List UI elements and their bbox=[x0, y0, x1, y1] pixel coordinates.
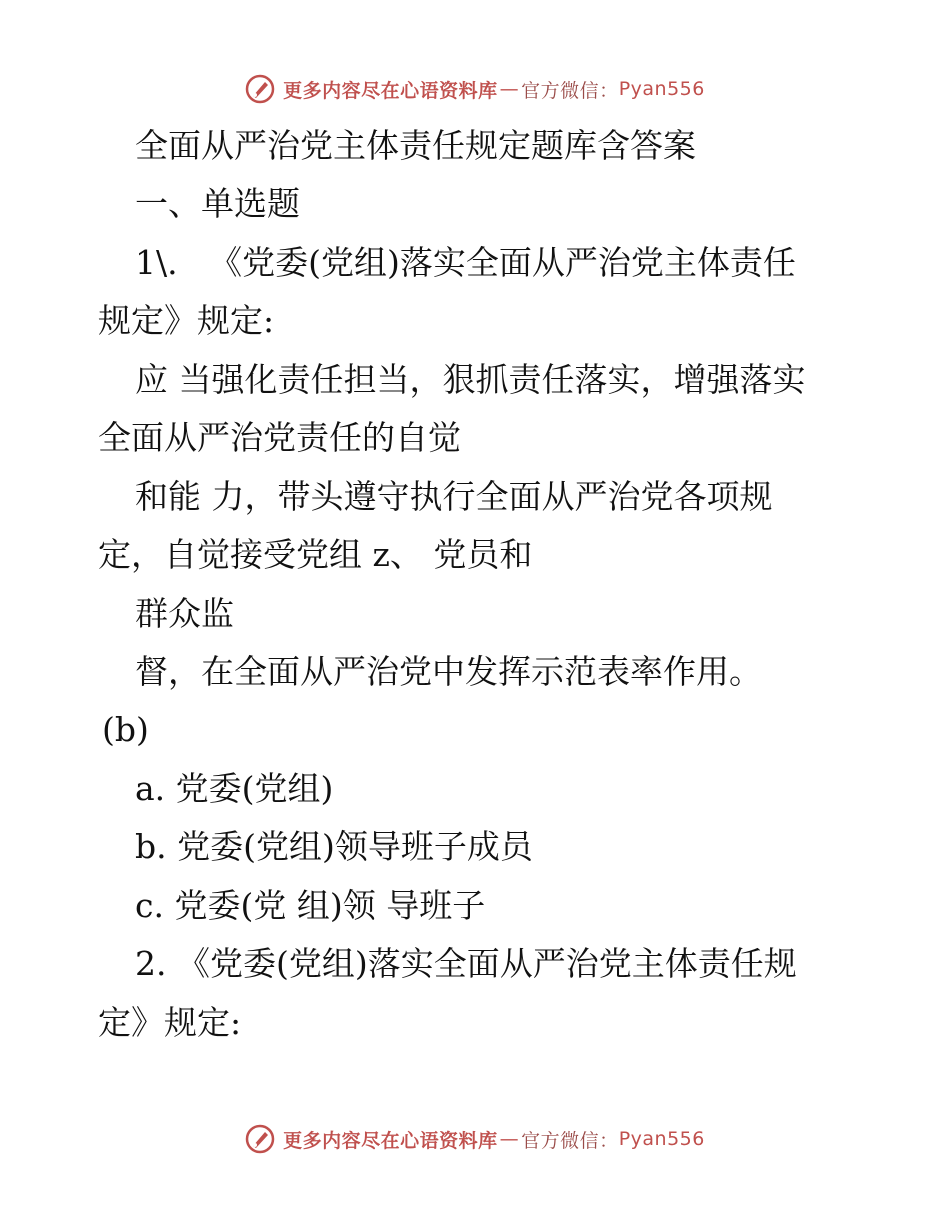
question-2-stem-line-2: 定》规定: bbox=[98, 1003, 242, 1042]
question-1-option-a: a. 党委(党组) bbox=[135, 769, 334, 808]
question-1-body-line-2: 全面从严治党责任的自觉 bbox=[98, 418, 461, 457]
question-1-stem-line-2: 规定》规定: bbox=[98, 301, 275, 340]
question-1-body-line-6: 督，在全面从严治党中发挥示范表率作用。 bbox=[135, 652, 762, 691]
watermark-text: 更多内容尽在心语资料库 bbox=[283, 1129, 498, 1152]
question-1-body-line-1: 应 当强化责任担当，狠抓责任落实，增强落实 bbox=[135, 360, 806, 399]
watermark-wechat-label: 官方微信： bbox=[521, 1129, 619, 1152]
watermark-wechat-id: Pyan556 bbox=[618, 1128, 705, 1150]
question-2-stem-line-1: 2. 《党委(党组)落实全面从严治党主体责任规 bbox=[135, 944, 797, 983]
watermark-dash: — bbox=[499, 1128, 520, 1150]
watermark-footer bbox=[0, 1124, 950, 1154]
pen-logo-icon bbox=[245, 74, 275, 104]
question-1-option-c: c. 党委(党 组)领 导班子 bbox=[135, 886, 486, 925]
question-1-body-line-3: 和能 力，带头遵守执行全面从严治党各项规 bbox=[135, 477, 773, 516]
section-heading: 一、单选题 bbox=[135, 184, 300, 223]
watermark-wechat-id: Pyan556 bbox=[618, 78, 705, 100]
question-1-body-line-5: 群众监 bbox=[135, 594, 234, 633]
watermark-text: 更多内容尽在心语资料库 bbox=[283, 79, 498, 102]
question-1-stem-line-1: 1\. 《党委(党组)落实全面从严治党主体责任 bbox=[135, 243, 796, 282]
watermark-wechat-label: 官方微信： bbox=[521, 79, 619, 102]
question-1-answer: (b) bbox=[102, 710, 149, 749]
watermark-dash: — bbox=[499, 78, 520, 100]
watermark-header bbox=[0, 74, 950, 104]
document-title: 全面从严治党主体责任规定题库含答案 bbox=[135, 126, 696, 165]
pen-logo-icon bbox=[245, 1124, 275, 1154]
question-1-option-b: b. 党委(党组)领导班子成员 bbox=[135, 827, 533, 866]
question-1-body-line-4: 定，自觉接受党组 z、 党员和 bbox=[98, 535, 533, 574]
